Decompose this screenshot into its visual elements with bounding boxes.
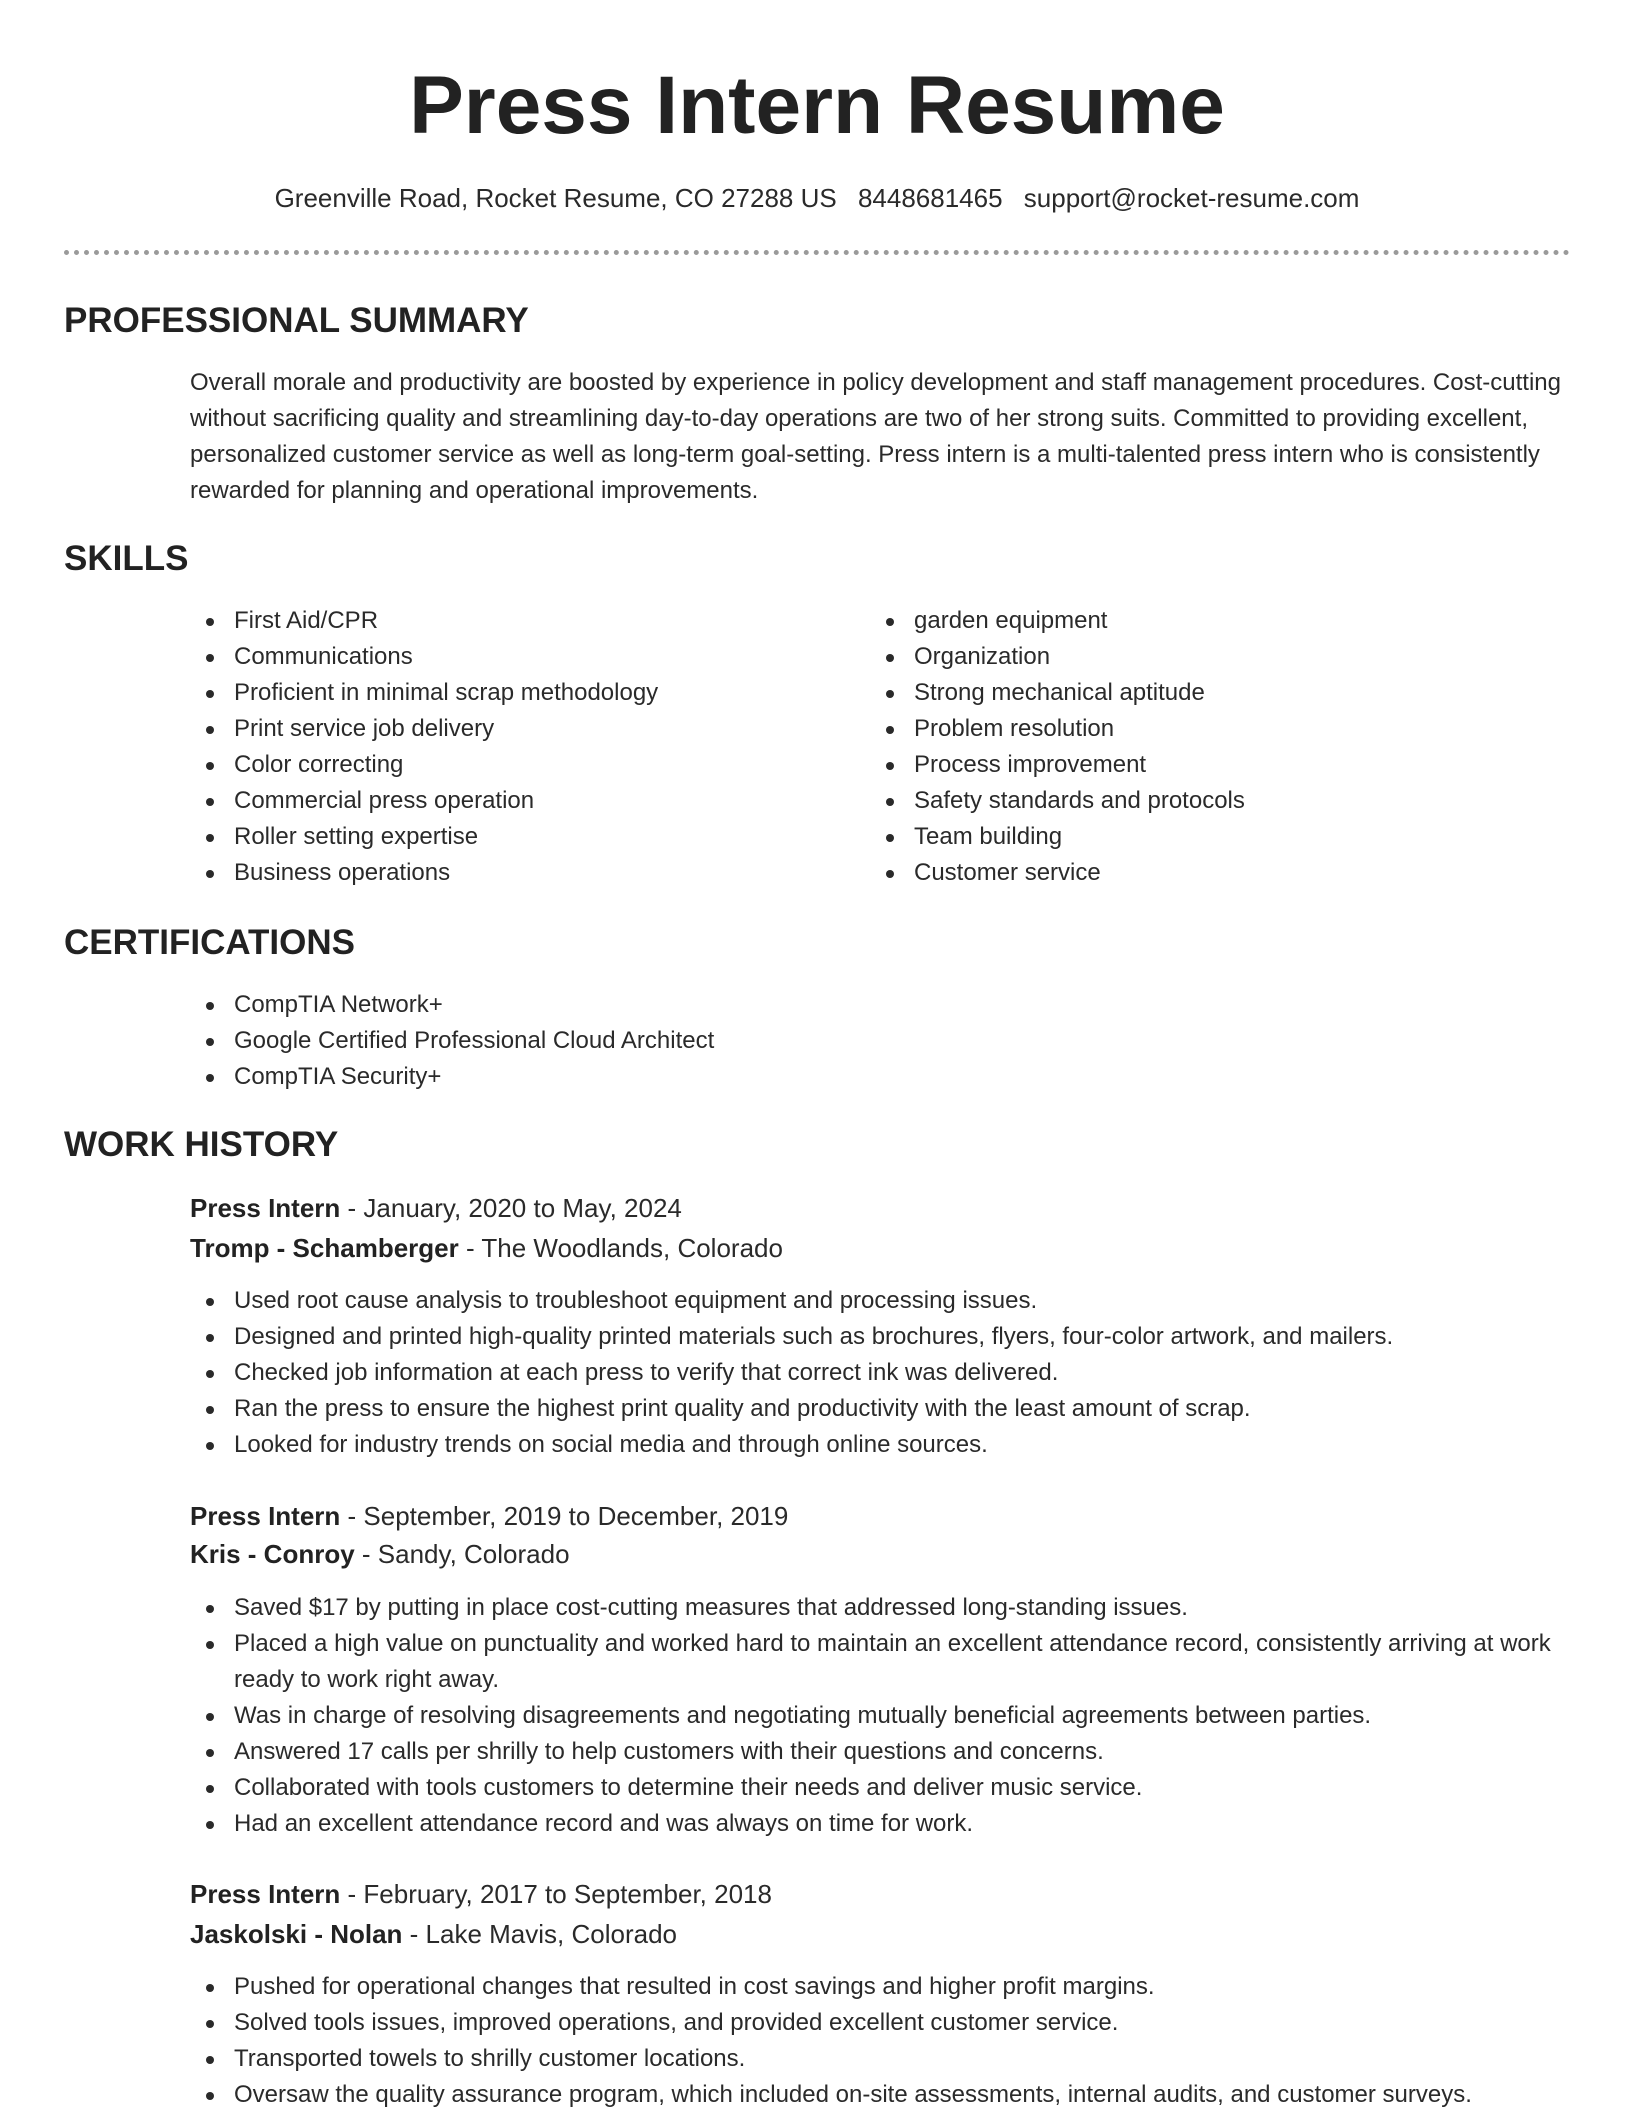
skill-item: Team building	[870, 819, 1550, 855]
job-location: - Sandy, Colorado	[354, 1539, 570, 1569]
certification-item: Google Certified Professional Cloud Architect	[190, 1023, 1490, 1059]
summary-text: Overall morale and productivity are boosted by experience in policy development and staff management procedures. Cost-cutting without sacrificing quality and streamlining day-to-day operations are two of her strong suits. Committed to providing excellent, personalized customer service as well as long-term goal-setting. Press intern is a multi-talented press intern who is consistently rewarded for planning and operational improvements.	[190, 369, 1561, 504]
skill-item: Safety standards and protocols	[870, 783, 1550, 819]
skill-item: garden equipment	[870, 603, 1550, 639]
skill-item: Communications	[190, 639, 850, 675]
job-title-line	[190, 1190, 682, 1226]
skill-item: Roller setting expertise	[190, 819, 850, 855]
job-bullet: Placed a high value on punctuality and worked hard to maintain an excellent attendance record, consistently arriving at work ready to work right away.	[190, 1626, 1570, 1698]
job-bullet: Collaborated with tools customers to determine their needs and deliver music service.	[190, 1770, 1570, 1806]
job-company: Tromp - Schamberger	[190, 1233, 459, 1263]
skill-item: Customer service	[870, 855, 1550, 891]
job-bullets	[190, 1969, 1570, 2113]
job-bullet: Oversaw the quality assurance program, which included on-site assessments, internal audits, and customer surveys.	[190, 2077, 1570, 2113]
contact-address: Greenville Road, Rocket Resume, CO 27288 US	[274, 183, 837, 213]
certification-item: CompTIA Security+	[190, 1059, 1490, 1095]
job-title-line	[190, 1876, 772, 1912]
job-bullets	[190, 1590, 1570, 1842]
certifications-heading: CERTIFICATIONS	[64, 923, 356, 962]
skill-item: Proficient in minimal scrap methodology	[190, 675, 850, 711]
job-bullet: Had an excellent attendance record and was always on time for work.	[190, 1806, 1570, 1842]
contact-line	[64, 180, 1570, 216]
job-bullet: Used root cause analysis to troubleshoot equipment and processing issues.	[190, 1283, 1570, 1319]
job-bullet: Was in charge of resolving disagreements and negotiating mutually beneficial agreements between parties.	[190, 1698, 1570, 1734]
skill-item: Commercial press operation	[190, 783, 850, 819]
skill-item: Business operations	[190, 855, 850, 891]
skill-item: Process improvement	[870, 747, 1550, 783]
job-bullet: Designed and printed high-quality printed materials such as brochures, flyers, four-color artwork, and mailers.	[190, 1319, 1570, 1355]
job-bullet: Ran the press to ensure the highest print quality and productivity with the least amount of scrap.	[190, 1391, 1570, 1427]
job-dates: - February, 2017 to September, 2018	[340, 1879, 772, 1909]
job-bullet: Solved tools issues, improved operations, and provided excellent customer service.	[190, 2005, 1570, 2041]
skills-list-right	[870, 603, 1550, 891]
contact-phone: 8448681465	[857, 183, 1003, 213]
job-dates: - January, 2020 to May, 2024	[340, 1193, 682, 1223]
job-bullet: Looked for industry trends on social media and through online sources.	[190, 1427, 1570, 1463]
header-divider	[64, 250, 1570, 255]
skill-item: First Aid/CPR	[190, 603, 850, 639]
job-bullet: Pushed for operational changes that resulted in cost savings and higher profit margins.	[190, 1969, 1570, 2005]
job-company-line	[190, 1916, 677, 1952]
job-bullet: Saved $17 by putting in place cost-cutting measures that addressed long-standing issues.	[190, 1590, 1570, 1626]
job-company-line	[190, 1536, 570, 1572]
job-bullet: Checked job information at each press to verify that correct ink was delivered.	[190, 1355, 1570, 1391]
certification-item: CompTIA Network+	[190, 987, 1490, 1023]
job-company: Jaskolski - Nolan	[190, 1919, 403, 1949]
job-title: Press Intern	[190, 1193, 341, 1223]
contact-email: support@rocket-resume.com	[1023, 183, 1360, 213]
job-title-line	[190, 1498, 788, 1534]
job-company-line	[190, 1230, 783, 1266]
skill-item: Strong mechanical aptitude	[870, 675, 1550, 711]
job-title: Press Intern	[190, 1879, 341, 1909]
skills-heading: SKILLS	[64, 539, 189, 578]
job-location: - The Woodlands, Colorado	[458, 1233, 783, 1263]
job-bullets	[190, 1283, 1570, 1463]
skill-item: Print service job delivery	[190, 711, 850, 747]
summary-heading: PROFESSIONAL SUMMARY	[64, 301, 529, 340]
skill-item: Color correcting	[190, 747, 850, 783]
resume-title: Press Intern Resume	[409, 60, 1225, 151]
job-bullet: Transported towels to shrilly customer locations.	[190, 2041, 1570, 2077]
job-title: Press Intern	[190, 1501, 341, 1531]
job-bullet: Answered 17 calls per shrilly to help customers with their questions and concerns.	[190, 1734, 1570, 1770]
work-history-heading: WORK HISTORY	[64, 1125, 339, 1164]
certifications-list	[190, 987, 1490, 1095]
job-dates: - September, 2019 to December, 2019	[340, 1501, 789, 1531]
skill-item: Organization	[870, 639, 1550, 675]
job-company: Kris - Conroy	[190, 1539, 355, 1569]
resume-page	[64, 0, 1570, 2112]
skill-item: Problem resolution	[870, 711, 1550, 747]
job-location: - Lake Mavis, Colorado	[402, 1919, 677, 1949]
skills-list-left	[190, 603, 850, 891]
